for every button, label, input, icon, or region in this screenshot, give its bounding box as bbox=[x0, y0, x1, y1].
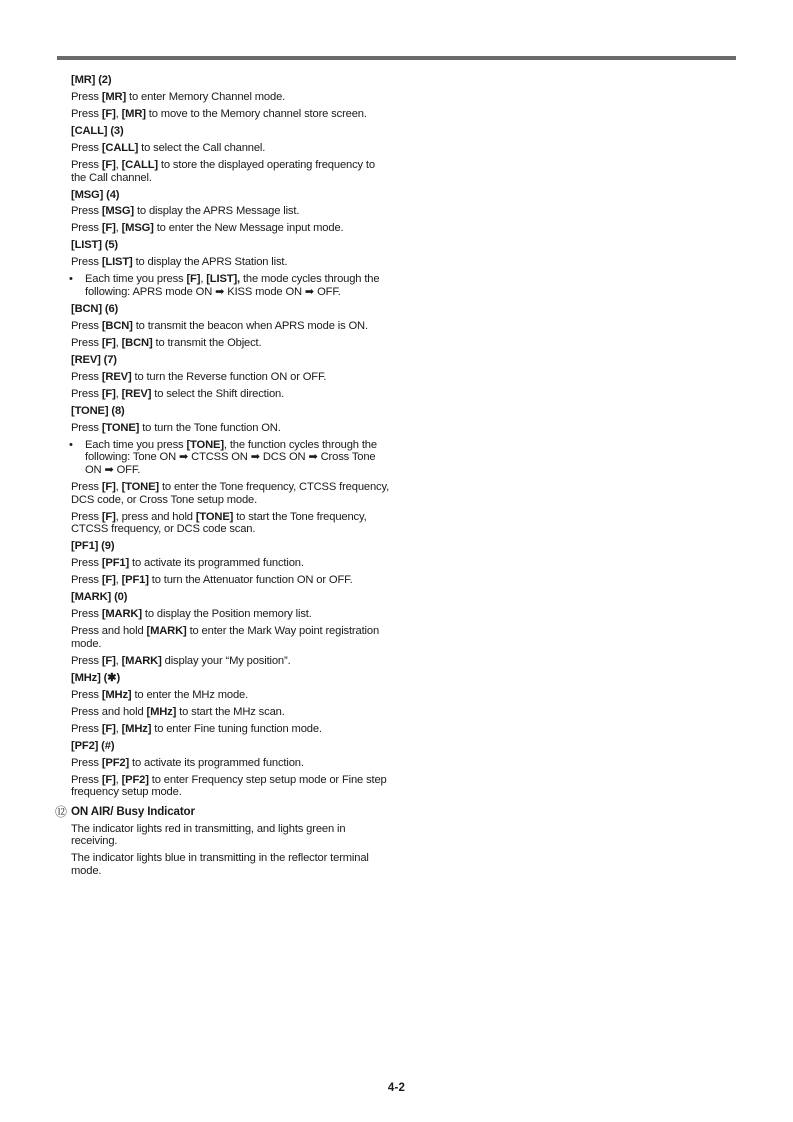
key-label: [REV] bbox=[121, 387, 152, 400]
key-label: [MR] bbox=[101, 90, 127, 103]
text-run: to select the Shift direction. bbox=[151, 387, 285, 400]
key-label: [TONE] bbox=[195, 510, 234, 523]
paragraph bbox=[71, 757, 391, 770]
text-run: , bbox=[115, 574, 122, 587]
key-label: [REV] (7) bbox=[71, 353, 117, 366]
text-run: to turn the Reverse function ON or OFF. bbox=[131, 370, 327, 383]
key-heading-msg-4 bbox=[71, 189, 391, 202]
key-label: [MARK] bbox=[121, 654, 162, 667]
text-run: to display the APRS Station list. bbox=[132, 256, 288, 269]
key-label: [PF2] bbox=[101, 756, 130, 769]
key-label: [F] bbox=[101, 654, 116, 667]
key-label: [MR] (2) bbox=[71, 74, 112, 86]
text-run: Press bbox=[71, 722, 102, 735]
key-label: [PF2] (#) bbox=[71, 739, 115, 752]
key-label: [F] bbox=[101, 387, 116, 400]
key-heading-mr-2 bbox=[71, 74, 391, 87]
text-run: , bbox=[115, 481, 122, 494]
section-number: ⑫ bbox=[55, 804, 67, 819]
text-run: Each time you press bbox=[85, 273, 187, 286]
text-run: Press bbox=[71, 387, 102, 400]
paragraph bbox=[71, 108, 391, 121]
text-run: , bbox=[115, 222, 122, 235]
text-run: Each time you press bbox=[85, 438, 187, 451]
paragraph bbox=[71, 142, 391, 155]
paragraph bbox=[71, 256, 391, 269]
key-heading-pf2 bbox=[71, 740, 391, 753]
text-run: to start the MHz scan. bbox=[176, 705, 285, 718]
text-run: , bbox=[115, 336, 122, 349]
text-run: Press bbox=[71, 688, 102, 701]
text-run: Press bbox=[71, 222, 102, 235]
text-run: Press bbox=[71, 654, 102, 667]
text-run: to enter Memory Channel mode. bbox=[126, 90, 286, 103]
key-label: [MSG] bbox=[101, 205, 134, 218]
key-heading-list-5 bbox=[71, 239, 391, 252]
key-label: [F] bbox=[101, 336, 116, 349]
text-run: to display the Position memory list. bbox=[141, 608, 312, 621]
key-label: [MSG] bbox=[121, 222, 154, 235]
text-run: to transmit the Object. bbox=[152, 336, 262, 349]
key-heading-tone-8 bbox=[71, 405, 391, 418]
key-label: [PF1] bbox=[121, 574, 149, 587]
key-label: [BCN] bbox=[101, 319, 133, 332]
key-label: [PF1] bbox=[101, 557, 130, 570]
text-run: to select the Call channel. bbox=[138, 141, 266, 154]
text-run: , the function cycles through the following: Tone ON ➡ CTCSS ON ➡ DCS ON ➡ Cross Tone ON ➡ OFF. bbox=[85, 438, 377, 477]
text-run: Press bbox=[71, 90, 102, 103]
text-run: Press and hold bbox=[71, 625, 147, 638]
text-run: to enter the New Message input mode. bbox=[153, 222, 344, 235]
text-run: , bbox=[115, 387, 122, 400]
text-run: to enter Frequency step setup mode or Fine step frequency setup mode. bbox=[71, 773, 387, 799]
text-run: Press bbox=[71, 158, 102, 171]
text-run: Press bbox=[71, 773, 102, 786]
paragraph bbox=[71, 823, 391, 848]
text-run: Press bbox=[71, 336, 102, 349]
text-run: Press bbox=[71, 421, 102, 434]
key-label: [F] bbox=[101, 481, 116, 494]
key-label: [F] bbox=[101, 773, 116, 786]
text-run: , bbox=[115, 722, 122, 735]
text-run: Press bbox=[71, 107, 102, 120]
key-label: [TONE] bbox=[186, 438, 224, 451]
key-label: [TONE] (8) bbox=[71, 404, 125, 417]
bullet-dot: • bbox=[69, 438, 73, 451]
text-run: The indicator lights blue in transmitting in the reflector terminal mode. bbox=[71, 852, 369, 877]
key-label: [F] bbox=[101, 158, 116, 171]
paragraph bbox=[71, 337, 391, 350]
text-run: Press bbox=[71, 141, 102, 154]
paragraph bbox=[71, 320, 391, 333]
section-heading bbox=[55, 804, 391, 819]
paragraph bbox=[71, 574, 391, 587]
paragraph bbox=[71, 852, 391, 877]
paragraph bbox=[71, 511, 391, 536]
text-run: to transmit the beacon when APRS mode is ON. bbox=[132, 319, 368, 332]
paragraph bbox=[71, 608, 391, 621]
paragraph bbox=[71, 222, 391, 235]
text-run: Press bbox=[71, 319, 102, 332]
text-run: The indicator lights red in transmitting, and lights green in receiving. bbox=[71, 822, 346, 848]
text-run: , bbox=[200, 273, 207, 286]
paragraph bbox=[71, 625, 391, 650]
text-run: to start the Tone frequency, CTCSS frequency, or DCS code scan. bbox=[71, 510, 367, 536]
text-run: , press and hold bbox=[115, 510, 196, 523]
key-label: [PF2] bbox=[121, 773, 149, 786]
text-run: , bbox=[115, 107, 122, 120]
text-run: to turn the Attenuator function ON or OFF. bbox=[148, 574, 353, 587]
paragraph bbox=[71, 205, 391, 218]
text-run: Press bbox=[71, 574, 102, 587]
key-label: [LIST] bbox=[101, 256, 133, 269]
key-label: [TONE] bbox=[121, 481, 160, 494]
main-content bbox=[55, 74, 391, 882]
text-run: display your “My position”. bbox=[161, 654, 291, 667]
text-run: to turn the Tone function ON. bbox=[139, 421, 281, 434]
text-run: Press bbox=[71, 756, 102, 769]
key-label: [CALL] bbox=[101, 141, 139, 154]
key-label: [CALL] (3) bbox=[71, 124, 124, 137]
text-run: the mode cycles through the following: APRS mode ON ➡ KISS mode ON ➡ OFF. bbox=[85, 273, 380, 299]
key-heading-bcn-6 bbox=[71, 303, 391, 316]
page-number: 4-2 bbox=[387, 1082, 406, 1094]
text-run: Press bbox=[71, 557, 102, 570]
key-label: [TONE] bbox=[101, 421, 140, 434]
key-label: [MARK] (0) bbox=[71, 591, 128, 604]
paragraph bbox=[71, 723, 391, 736]
key-label: [BCN] (6) bbox=[71, 303, 119, 315]
key-label: [REV] bbox=[101, 370, 132, 383]
paragraph bbox=[71, 655, 391, 668]
key-label: [MHz] bbox=[101, 688, 132, 701]
text-run: , bbox=[115, 158, 122, 171]
text-run: Press bbox=[71, 205, 102, 218]
text-run: to enter the MHz mode. bbox=[131, 688, 249, 701]
text-run: to display the APRS Message list. bbox=[134, 205, 300, 218]
paragraph bbox=[71, 774, 391, 799]
key-heading-mark-0 bbox=[71, 591, 391, 604]
text-run: Press bbox=[71, 370, 102, 383]
bullet-dot: • bbox=[69, 273, 73, 286]
key-heading-mhz bbox=[71, 672, 391, 685]
key-label: [MARK] bbox=[101, 608, 142, 621]
text-run: to enter the Mark Way point registration mode. bbox=[71, 625, 380, 650]
key-label: [MHz] (✱) bbox=[71, 671, 121, 684]
text-run: , bbox=[115, 654, 122, 667]
text-run: to enter the Tone frequency, CTCSS frequency, DCS code, or Cross Tone setup mode. bbox=[71, 481, 390, 506]
key-label: [BCN] bbox=[121, 336, 153, 349]
paragraph bbox=[71, 91, 391, 104]
text-run: to activate its programmed function. bbox=[129, 557, 304, 570]
text-run: Press bbox=[71, 256, 102, 269]
key-heading-call-3 bbox=[71, 125, 391, 138]
text-run: Press bbox=[71, 481, 102, 494]
key-label: [F] bbox=[101, 222, 116, 235]
key-label: [F] bbox=[101, 722, 116, 735]
key-label: [MR] bbox=[121, 107, 146, 120]
key-label: [LIST] (5) bbox=[71, 239, 118, 252]
bullet-item bbox=[71, 439, 391, 477]
paragraph bbox=[71, 388, 391, 401]
text-run: to store the displayed operating frequency to the Call channel. bbox=[71, 158, 375, 184]
key-label: [CALL] bbox=[121, 158, 158, 171]
paragraph bbox=[71, 689, 391, 702]
key-label: [MHz] bbox=[121, 722, 152, 735]
bullet-item bbox=[71, 273, 391, 298]
key-label: [F] bbox=[101, 510, 116, 523]
paragraph bbox=[71, 557, 391, 570]
paragraph bbox=[71, 422, 391, 435]
paragraph bbox=[71, 706, 391, 719]
key-label: ON AIR/ Busy Indicator bbox=[71, 804, 195, 818]
key-label: [F] bbox=[101, 107, 116, 120]
key-label: [MARK] bbox=[146, 625, 187, 638]
paragraph bbox=[71, 159, 391, 184]
key-heading-rev-7 bbox=[71, 354, 391, 367]
top-rule bbox=[57, 56, 736, 60]
text-run: Press and hold bbox=[71, 705, 147, 718]
text-run: Press bbox=[71, 608, 102, 621]
key-label: [F] bbox=[101, 574, 116, 587]
key-label: [MHz] bbox=[146, 705, 177, 718]
text-run: to enter Fine tuning function mode. bbox=[151, 722, 322, 735]
paragraph bbox=[71, 481, 391, 506]
text-run: Press bbox=[71, 510, 102, 523]
key-heading-pf1-9 bbox=[71, 540, 391, 553]
paragraph bbox=[71, 371, 391, 384]
text-run: to activate its programmed function. bbox=[129, 756, 304, 769]
key-label: [F] bbox=[186, 273, 201, 286]
text-run: , bbox=[115, 773, 122, 786]
key-label: [MSG] (4) bbox=[71, 188, 120, 201]
text-run: to move to the Memory channel store screen. bbox=[145, 107, 367, 120]
key-label: [PF1] (9) bbox=[71, 540, 115, 553]
key-label: [LIST], bbox=[206, 273, 240, 286]
